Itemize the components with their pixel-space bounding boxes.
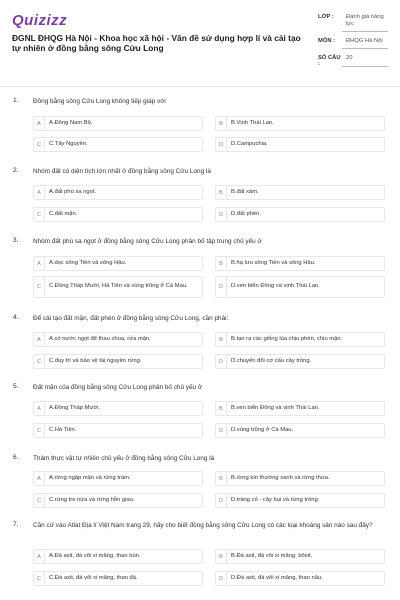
option-text: D.đất phèn. <box>231 210 261 217</box>
meta-value: Đánh giá năng lực <box>342 12 388 32</box>
worksheet-meta <box>318 12 388 71</box>
option-letter: C <box>34 277 45 297</box>
option-letter: D <box>216 138 227 151</box>
option-letter: C <box>34 494 45 507</box>
option-letter: A <box>34 550 45 563</box>
option-letter: A <box>34 117 45 130</box>
option-text: D.Campuchia. <box>231 140 268 147</box>
meta-value: 20 <box>342 53 388 67</box>
option-letter: C <box>34 424 45 437</box>
option-text: A.dọc sông Tiền và sông Hậu. <box>49 259 127 266</box>
option-d[interactable] <box>215 571 385 586</box>
question-number: 3. <box>13 237 19 244</box>
quizizz-logo: Quizizz <box>12 12 68 29</box>
option-a[interactable] <box>33 116 203 131</box>
option-a[interactable] <box>33 185 203 200</box>
option-b[interactable] <box>215 471 385 486</box>
worksheet-header <box>0 0 400 86</box>
option-letter: D <box>216 572 227 585</box>
question-text: Đất mặn của đồng bằng sông Cửu Long phân bố chủ yếu ở <box>33 384 203 391</box>
option-letter: A <box>34 472 45 485</box>
meta-label: SỐ CÂU : <box>318 55 341 67</box>
question-text: Nhóm đất phù sa ngọt ở đồng bằng sông Cửu Long phân bố tập trung chủ yếu ở <box>33 238 262 245</box>
question-text: Thảm thực vật tự nhiên chủ yếu ở đồng bằng sông Cửu Long là <box>33 455 215 462</box>
option-letter: C <box>34 138 45 151</box>
option-c[interactable] <box>33 207 203 222</box>
option-text: D.Đá axit, đá vôi xi măng, than nâu. <box>231 574 323 581</box>
option-b[interactable] <box>215 332 385 347</box>
option-text: A.rừng ngập mặn và rừng tràm. <box>49 474 131 481</box>
question-number: 6. <box>13 454 19 461</box>
question-number: 1. <box>13 97 19 104</box>
option-d[interactable] <box>215 493 385 508</box>
option-a[interactable] <box>33 471 203 486</box>
meta-row-class <box>318 12 388 32</box>
option-letter: D <box>216 494 227 507</box>
option-text: B.rừng kín thường xanh và rừng thưa. <box>231 474 330 481</box>
option-text: D.chuyển đổi cơ cấu cây trồng. <box>231 357 312 364</box>
option-letter: C <box>34 208 45 221</box>
option-text: C.Đồng Tháp Mười, Hà Tiên và vùng trũng ở Cà Mau. <box>49 283 188 290</box>
option-b[interactable] <box>215 256 385 271</box>
question-number: 5. <box>13 383 19 390</box>
meta-value: ĐHQG Hà Nội <box>342 36 388 49</box>
option-letter: D <box>216 424 227 437</box>
option-text: C.Đá axit, đá vôi xi măng, than đá. <box>49 574 138 581</box>
question-text: Căn cứ vào Atlat Địa lí Việt Nam trang 29, hãy cho biết đồng bằng sông Cửu Long có các loại khoáng sản nào sau đây? <box>33 522 373 529</box>
option-b[interactable] <box>215 549 385 564</box>
option-letter: B <box>216 257 227 270</box>
option-text: C.rừng tre nứa và rừng hỗn giao. <box>49 496 135 503</box>
option-c[interactable] <box>33 137 203 152</box>
header-divider <box>0 86 400 87</box>
option-text: A.Đông Nam Bộ. <box>49 119 93 126</box>
question-text: Đồng bằng sông Cửu Long không tiếp giáp với <box>33 98 166 105</box>
question-text: Để cải tạo đất mặn, đất phèn ở đồng bằng sông Cửu Long, cần phải: <box>33 315 229 322</box>
option-b[interactable] <box>215 185 385 200</box>
option-text: C.đất mặn. <box>49 210 78 217</box>
option-b[interactable] <box>215 116 385 131</box>
option-d[interactable] <box>215 423 385 438</box>
option-a[interactable] <box>33 549 203 564</box>
question-number: 4. <box>13 314 19 321</box>
meta-row-subject <box>318 36 388 49</box>
option-letter: B <box>216 402 227 415</box>
option-text: D.vùng trũng ở Cà Mau. <box>231 426 294 433</box>
option-letter: A <box>34 186 45 199</box>
option-letter: B <box>216 117 227 130</box>
option-letter: B <box>216 550 227 563</box>
question-text: Nhóm đất có diện tích lớn nhất ở đồng bằng sông Cửu Long là <box>33 168 211 175</box>
meta-label: MÔN : <box>318 38 336 44</box>
option-d[interactable] <box>215 137 385 152</box>
option-text: B.đất xám. <box>231 188 259 195</box>
option-text: B.tạo ra các giống lúa chịu phèn, chịu mặn. <box>231 335 343 342</box>
option-letter: A <box>34 257 45 270</box>
option-d[interactable] <box>215 354 385 369</box>
option-letter: D <box>216 277 227 297</box>
option-letter: C <box>34 355 45 368</box>
option-text: B.Đá axit, đá vôi xi măng, bôxit. <box>231 552 313 559</box>
option-c[interactable] <box>33 493 203 508</box>
meta-label: LỚP : <box>318 14 334 20</box>
option-c[interactable] <box>33 354 203 369</box>
option-letter: A <box>34 333 45 346</box>
option-a[interactable] <box>33 256 203 271</box>
question-number: 7. <box>13 521 19 528</box>
option-letter: B <box>216 186 227 199</box>
option-letter: D <box>216 355 227 368</box>
option-d[interactable] <box>215 207 385 222</box>
option-a[interactable] <box>33 401 203 416</box>
question-number: 2. <box>13 167 19 174</box>
option-text: C.duy trì và bảo vệ tài nguyên rừng. <box>49 357 142 364</box>
meta-row-count <box>318 53 388 67</box>
option-text: C.Hà Tiên. <box>49 426 77 433</box>
option-text: A.đất phù sa ngọt. <box>49 188 97 195</box>
option-text: A.Đồng Tháp Mười. <box>49 404 101 411</box>
option-text: D.trảng cỏ - cây bụi và rừng trồng. <box>231 496 320 503</box>
worksheet-title: ĐGNL ĐHQG Hà Nội - Khoa học xã hội - Vấn đề sử dụng hợp lí và cải tạo tự nhiên ở đồng bằng sông Cửu Long <box>12 33 301 53</box>
option-c[interactable] <box>33 423 203 438</box>
option-a[interactable] <box>33 332 203 347</box>
option-letter: D <box>216 208 227 221</box>
option-b[interactable] <box>215 401 385 416</box>
option-c[interactable] <box>33 571 203 586</box>
option-text: A.Đá axit, đá vôi xi măng, than bùn. <box>49 552 141 559</box>
option-text: A.có nước ngọt để thau chua, rửa mặn. <box>49 335 151 342</box>
option-c[interactable] <box>33 276 203 298</box>
option-letter: B <box>216 333 227 346</box>
option-letter: A <box>34 402 45 415</box>
option-letter: C <box>34 572 45 585</box>
option-text: B.Vịnh Thái Lan. <box>231 119 274 126</box>
option-text: C.Tây Nguyên. <box>49 140 88 147</box>
option-d[interactable] <box>215 276 385 298</box>
option-text: B.hạ lưu sông Tiền và sông Hậu. <box>231 259 316 266</box>
option-text: B.ven biển Đông và vịnh Thái Lan. <box>231 404 320 411</box>
option-letter: B <box>216 472 227 485</box>
option-text: D.ven biển Đông và vịnh Thái Lan. <box>231 283 320 290</box>
